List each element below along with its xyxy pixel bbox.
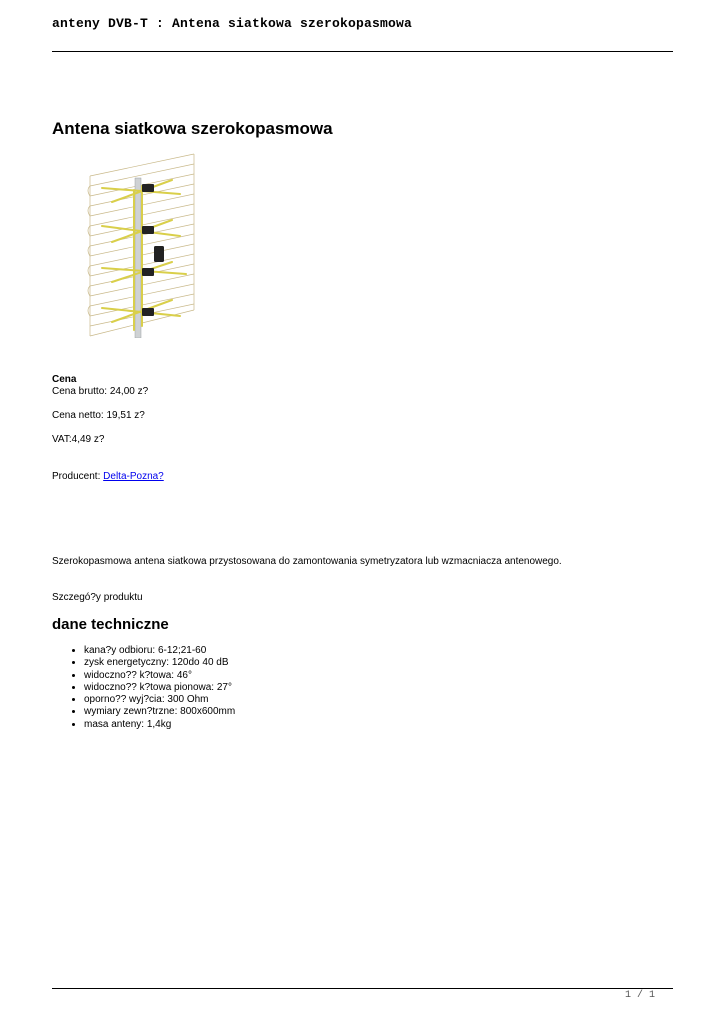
- product-title: Antena siatkowa szerokopasmowa: [52, 119, 333, 138]
- details-label: Szczegó?y produktu: [52, 592, 143, 603]
- page-number: 1 / 1: [624, 990, 655, 1001]
- list-item: • widoczno?? k?towa pionowa: 27°: [84, 682, 235, 694]
- list-item: • zysk energetyczny: 120do 40 dB: [84, 657, 235, 669]
- producer-line: [52, 471, 164, 483]
- list-item: • masa anteny: 1,4kg: [84, 719, 235, 731]
- footer-divider: [52, 988, 673, 989]
- price-gross: Cena brutto: 24,00 z?: [52, 386, 149, 397]
- list-item: • oporno?? wyj?cia: 300 Ohm: [84, 694, 235, 706]
- specs-heading: dane techniczne: [52, 616, 169, 633]
- product-description: Szerokopasmowa antena siatkowa przystosowana do zamontowania symetryzatora lub wzmacniacza antenowego.: [52, 556, 562, 567]
- producer-label: Producent:: [52, 471, 104, 482]
- price-heading: Cena: [52, 374, 77, 385]
- producer-link[interactable]: Delta-Pozna?: [103, 471, 164, 482]
- specs-list: [52, 645, 235, 731]
- antenna-image: [82, 150, 202, 338]
- list-item: • wymiary zewn?trzne: 800x600mm: [84, 706, 235, 718]
- list-item: • kana?y odbioru: 6-12;21-60: [84, 645, 235, 657]
- list-item: • widoczno?? k?towa: 46°: [84, 670, 235, 682]
- price-net: Cena netto: 19,51 z?: [52, 410, 145, 421]
- header-divider: [52, 51, 673, 52]
- price-vat: VAT:4,49 z?: [52, 434, 105, 445]
- page-header-title: anteny DVB-T : Antena siatkowa szerokopasmowa: [52, 16, 413, 31]
